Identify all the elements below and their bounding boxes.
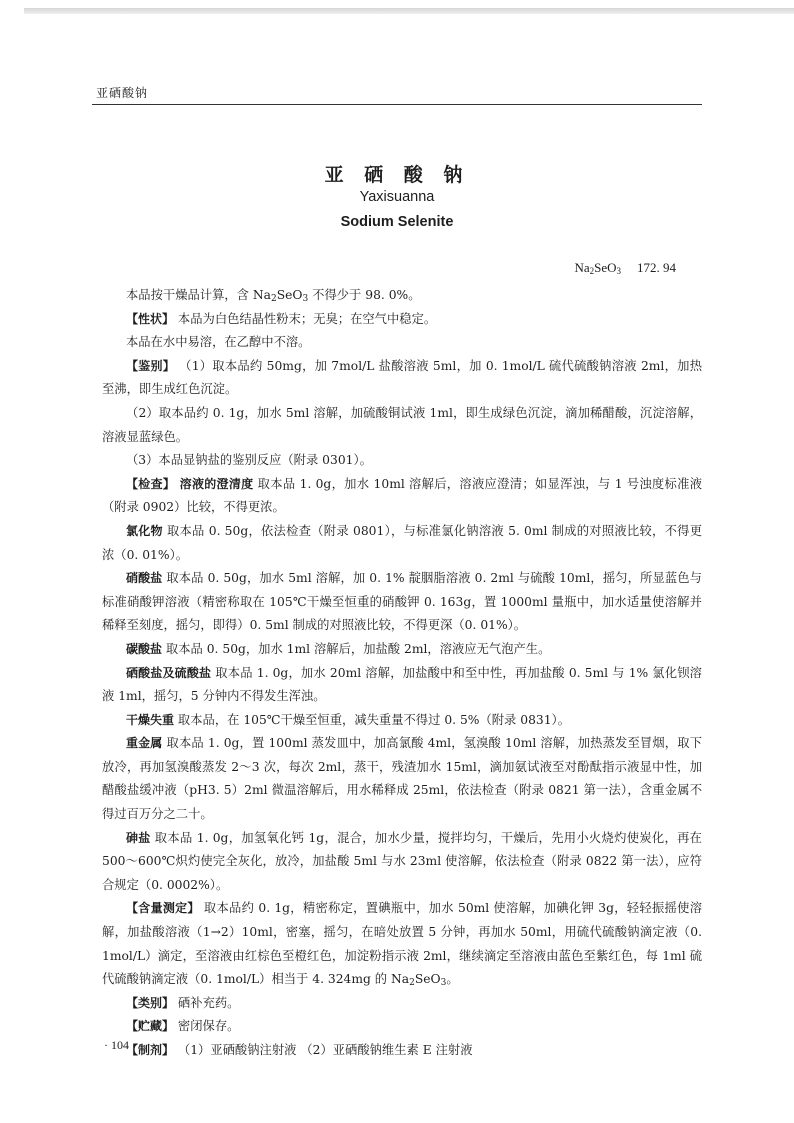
title-pinyin: Yaxisuanna — [359, 189, 435, 205]
title-chinese: 亚 硒 酸 钠 — [324, 164, 470, 186]
preparations-text: （1）亚硒酸钠注射液 （2）亚硒酸钠维生素 E 注射液 — [174, 1043, 473, 1057]
carbonate-paragraph — [102, 638, 702, 662]
content-seo: SeO — [276, 288, 303, 302]
assay-sub-3: 3 — [440, 978, 447, 989]
assay-sub-2: 2 — [409, 978, 415, 989]
molecular-weight: 172. 94 — [637, 260, 676, 275]
carbonate-text: 取本品 0. 50g，加水 1ml 溶解后，加盐酸 2ml，溶液应无气泡产生。 — [162, 641, 551, 656]
selenate-paragraph — [102, 662, 702, 709]
content-statement — [102, 284, 702, 308]
scan-edge — [24, 8, 794, 14]
formula-na-subscript: 2 — [589, 266, 595, 276]
storage-text: 密闭保存。 — [174, 1019, 240, 1034]
content-text: 本品按干燥品计算，含 Na — [126, 288, 271, 302]
nitrate-label: 硝酸盐 — [126, 571, 163, 586]
chloride-label: 氯化物 — [126, 523, 163, 538]
loss-on-drying-text: 取本品，在 105℃干燥至恒重，减失重量不得过 0. 5%（附录 0831）。 — [174, 712, 571, 727]
formula-na: Na — [574, 260, 590, 275]
preparations-paragraph — [102, 1039, 702, 1063]
formula-o-subscript: 3 — [616, 266, 621, 276]
formula-seo: SeO — [594, 260, 617, 275]
arsenic-paragraph — [102, 827, 702, 898]
preparations-label: 【制剂】 — [126, 1043, 175, 1057]
solubility-paragraph: 本品在水中易溶，在乙醇中不溶。 — [126, 335, 311, 350]
clarity-label: 溶液的澄清度 — [175, 476, 254, 491]
identification-paragraph — [102, 355, 702, 402]
properties-label: 【性状】 — [126, 311, 175, 326]
content-limit: 不得少于 98. 0%。 — [308, 288, 421, 302]
properties-paragraph — [102, 308, 702, 332]
arsenic-text: 取本品 1. 0g，加氢氧化钙 1g，混合，加水少量，搅拌均匀，干燥后，先用小火烧灼使炭化，再在 500～600℃炽灼使完全灰化，放冷，加盐酸 5ml 与水 23ml 使溶解，依法检查（附录 0822 第一法），应符合规定（0. 0002%）。 — [102, 830, 702, 892]
title-english: Sodium Selenite — [340, 214, 454, 230]
properties-text: 本品为白色结晶性粉末；无臭；在空气中稳定。 — [174, 311, 437, 326]
assay-paragraph — [102, 897, 702, 991]
running-head: 亚硒酸钠 — [96, 86, 149, 100]
heavy-metals-paragraph — [102, 732, 702, 826]
storage-paragraph — [102, 1015, 702, 1039]
category-text: 硒补充药。 — [174, 995, 240, 1010]
loss-on-drying-label: 干燥失重 — [126, 712, 175, 727]
storage-label: 【贮藏】 — [126, 1019, 175, 1034]
identification-item-3: （3）本品显钠盐的鉴别反应（附录 0301）。 — [126, 453, 372, 468]
loss-on-drying-paragraph — [102, 709, 702, 733]
heavy-metals-text: 取本品 1. 0g，置 100ml 蒸发皿中，加高氯酸 4ml，氢溴酸 10ml 溶解，加热蒸发至冒烟，取下放冷，再加氢溴酸蒸发 2～3 次，每次 2ml，蒸干，残渣加水 15ml，滴加氨试液至对酚酞指示液显中性，加醋酸盐缓冲液（pH3. 5）2ml 微温溶解后，用水稀释成 25ml，依法检查（附录 0821 第一法），含重金属不得过百万分之二十。 — [102, 736, 702, 822]
carbonate-label: 碳酸盐 — [126, 641, 163, 656]
page-number: · 104 · — [104, 1038, 136, 1052]
identification-item-2: （2）取本品约 0. 1g，加水 5ml 溶解，加硫酸铜试液 1ml，即生成绿色沉淀，滴加稀醋酸，沉淀溶解，溶液显蓝绿色。 — [102, 405, 702, 444]
assay-seo: SeO — [414, 972, 441, 987]
chloride-text: 取本品 0. 50g，依法检查（附录 0801），与标准氯化钠溶液 5. 0ml 制成的对照液比较，不得更浓（0. 01%）。 — [102, 523, 702, 562]
chloride-paragraph — [102, 520, 702, 567]
category-paragraph — [102, 992, 702, 1016]
arsenic-label: 砷盐 — [126, 830, 151, 845]
assay-text: 取本品约 0. 1g，精密称定，置碘瓶中，加水 50ml 使溶解，加碘化钾 3g，轻轻振摇使溶解，加盐酸溶液（1→2）10ml，密塞，摇匀，在暗处放置 5 分钟，再加水 50ml，用硫代硫酸钠滴定液（0. 1mol/L）滴定，至溶液由红棕色至橙红色，加淀粉指示液 2ml，继续滴定至溶液由蓝色至紫红色，每 1ml 硫代硫酸钠滴定液（0. 1mol/L）相当于 4. 324mg 的 Na — [102, 901, 702, 987]
tests-label: 【检查】 — [126, 476, 176, 491]
heavy-metals-label: 重金属 — [126, 736, 163, 751]
category-label: 【类别】 — [126, 995, 175, 1010]
selenate-label: 硒酸盐及硫酸盐 — [126, 665, 212, 680]
identification-label: 【鉴别】 — [126, 358, 175, 373]
nitrate-paragraph — [102, 567, 702, 638]
assay-label: 【含量测定】 — [126, 901, 200, 916]
content-sub-2: 2 — [270, 294, 277, 304]
identification-item-1: （1）取本品约 50mg，加 7mol/L 盐酸溶液 5ml，加 0. 1mol/L 硫代硫酸钠溶液 2ml，加热至沸，即生成红色沉淀。 — [102, 358, 702, 397]
content-sub-3: 3 — [302, 294, 309, 304]
monograph-body — [102, 284, 702, 1063]
tests-paragraph — [102, 473, 702, 520]
clarity-text: 取本品 1. 0g，加水 10ml 溶解后，溶液应澄清；如显浑浊，与 1 号浊度标准液（附录 0902）比较，不得更浓。 — [102, 476, 702, 515]
assay-end: 。 — [446, 972, 459, 987]
selenate-text: 取本品 1. 0g，加水 20ml 溶解，加盐酸中和至中性，再加盐酸 0. 5ml 与 1% 氯化钡溶液 1ml，摇匀，5 分钟内不得发生浑浊。 — [102, 665, 702, 704]
molecular-formula — [574, 260, 676, 276]
header-rule — [92, 104, 702, 105]
nitrate-text: 取本品 0. 50g，加水 5ml 溶解，加 0. 1% 靛胭脂溶液 0. 2ml 与硫酸 10ml，摇匀，所显蓝色与标准硝酸钾溶液（精密称取在 105℃干燥至恒重的硝酸钾 0. 163g，置 1000ml 量瓶中，加水适量使溶解并稀释至刻度，摇匀，即得）0. 5ml 制成的对照液比较，不得更深（0. 01%）。 — [102, 571, 702, 633]
